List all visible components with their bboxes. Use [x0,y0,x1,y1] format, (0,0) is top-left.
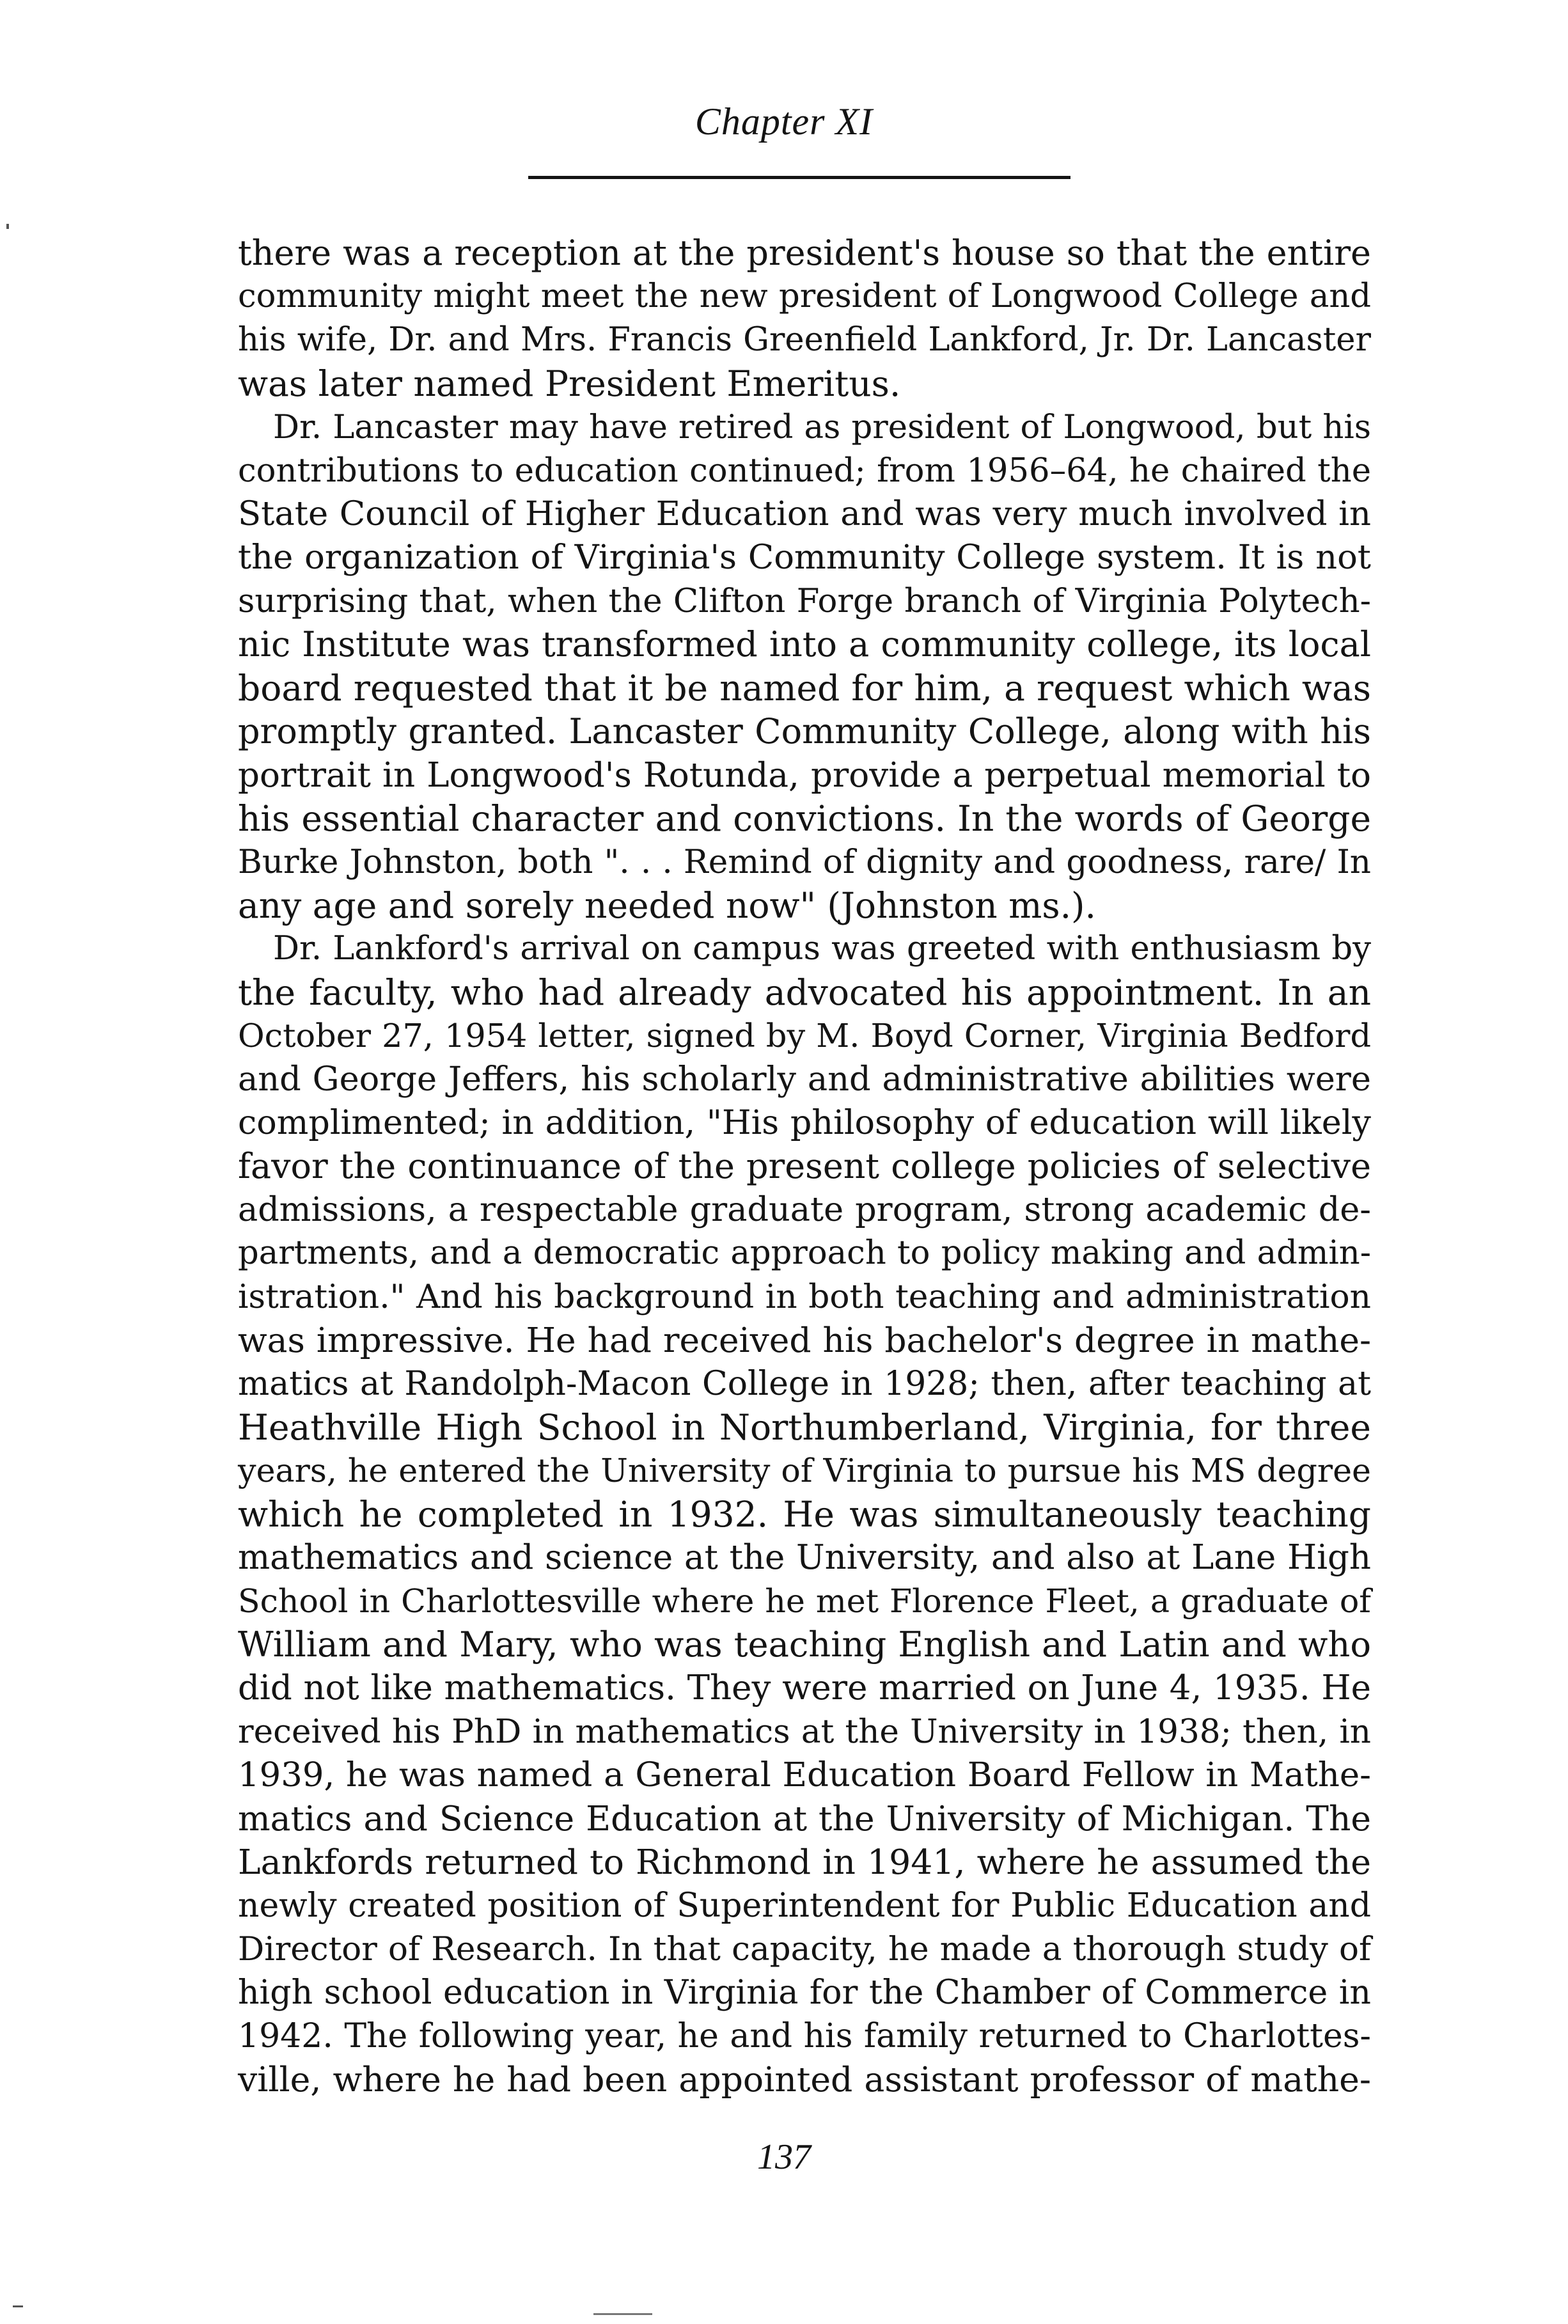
text-line: istration." And his background in both teaching and administration [238,1278,1371,1316]
text-line: favor the continuance of the present college policies of selective [238,1146,1371,1186]
text-line: Heathville High School in Northumberland, Virginia, for three [238,1407,1371,1448]
scan-mark-bottom-left [13,2305,23,2307]
text-line: his wife, Dr. and Mrs. Francis Greenfield Lankford, Jr. Dr. Lancaster [238,321,1371,359]
text-line: any age and sorely needed now" (Johnston ms.). [238,885,1096,926]
text-line: School in Charlottesville where he met Florence Fleet, a graduate of [238,1582,1371,1620]
text-line: William and Mary, who was teaching English and Latin and who [238,1624,1371,1665]
text-line: October 27, 1954 letter, signed by M. Boyd Corner, Virginia Bedford [238,1017,1371,1055]
text-line: there was a reception at the president's house so that the entire [238,233,1371,273]
text-line: and George Jeffers, his scholarly and administrative abilities were [238,1060,1371,1099]
body-text [238,232,1371,2101]
text-line: high school education in Virginia for the Chamber of Commerce in [238,1974,1371,2012]
text-line: board requested that it be named for him, a request which was [238,668,1371,709]
text-line: Dr. Lancaster may have retired as president of Longwood, but his [273,408,1371,446]
text-line: was impressive. He had received his bachelor's degree in mathe- [238,1320,1371,1360]
text-line: contributions to education continued; from 1956–64, he chaired the [238,451,1371,490]
text-line: nic Institute was transformed into a community college, its local [238,624,1371,664]
text-line: the faculty, who had already advocated his appointment. In an [238,972,1371,1013]
text-line: Director of Research. In that capacity, he made a thorough study of [238,1930,1371,1968]
text-line: received his PhD in mathematics at the University in 1938; then, in [238,1713,1371,1751]
text-line: his essential character and convictions. In the words of George [238,798,1371,839]
text-line: State Council of Higher Education and was very much involved in [238,494,1371,533]
text-line: surprising that, when the Clifton Forge branch of Virginia Polytech- [238,582,1371,620]
text-line: matics and Science Education at the University of Michigan. The [238,1798,1371,1839]
text-line: Dr. Lankford's arrival on campus was greeted with enthusiasm by [273,930,1371,968]
text-line: Lankfords returned to Richmond in 1941, where he assumed the [238,1842,1371,1882]
text-line: which he completed in 1932. He was simultaneously teaching [238,1494,1371,1535]
text-line: portrait in Longwood's Rotunda, provide a perpetual memorial to [238,755,1371,795]
scan-mark-top [6,224,9,229]
text-line: 1939, he was named a General Education Board Fellow in Mathe- [238,1755,1371,1794]
text-line: 1942. The following year, he and his family returned to Charlottes- [238,2017,1371,2055]
header-rule [528,176,1070,179]
page-number: 137 [757,2137,811,2177]
text-line: mathematics and science at the University, and also at Lane High [238,1538,1371,1577]
scan-mark-bottom-center [593,2313,652,2315]
text-line: Burke Johnston, both ". . . Remind of dignity and goodness, rare/ In [238,843,1371,881]
text-line: partments, and a democratic approach to policy making and admin- [238,1234,1371,1272]
text-line: years, he entered the University of Virginia to pursue his MS degree [238,1452,1371,1489]
text-line: ville, where he had been appointed assistant professor of mathe- [238,2059,1371,2100]
text-line: was later named President Emeritus. [238,363,901,404]
text-line: newly created position of Superintendent for Public Education and [238,1887,1371,1925]
text-line: community might meet the new president of Longwood College and [238,278,1371,315]
text-line: complimented; in addition, "His philosophy of education will likely [238,1103,1371,1142]
text-line: the organization of Virginia's Community College system. It is not [238,538,1371,577]
text-line: did not like mathematics. They were married on June 4, 1935. He [238,1668,1371,1708]
text-line: promptly granted. Lancaster Community College, along with his [238,711,1371,751]
text-line: admissions, a respectable graduate program, strong academic de- [238,1190,1371,1229]
text-line: matics at Randolph-Macon College in 1928; then, after teaching at [238,1365,1371,1403]
running-head: Chapter XI [694,100,874,143]
